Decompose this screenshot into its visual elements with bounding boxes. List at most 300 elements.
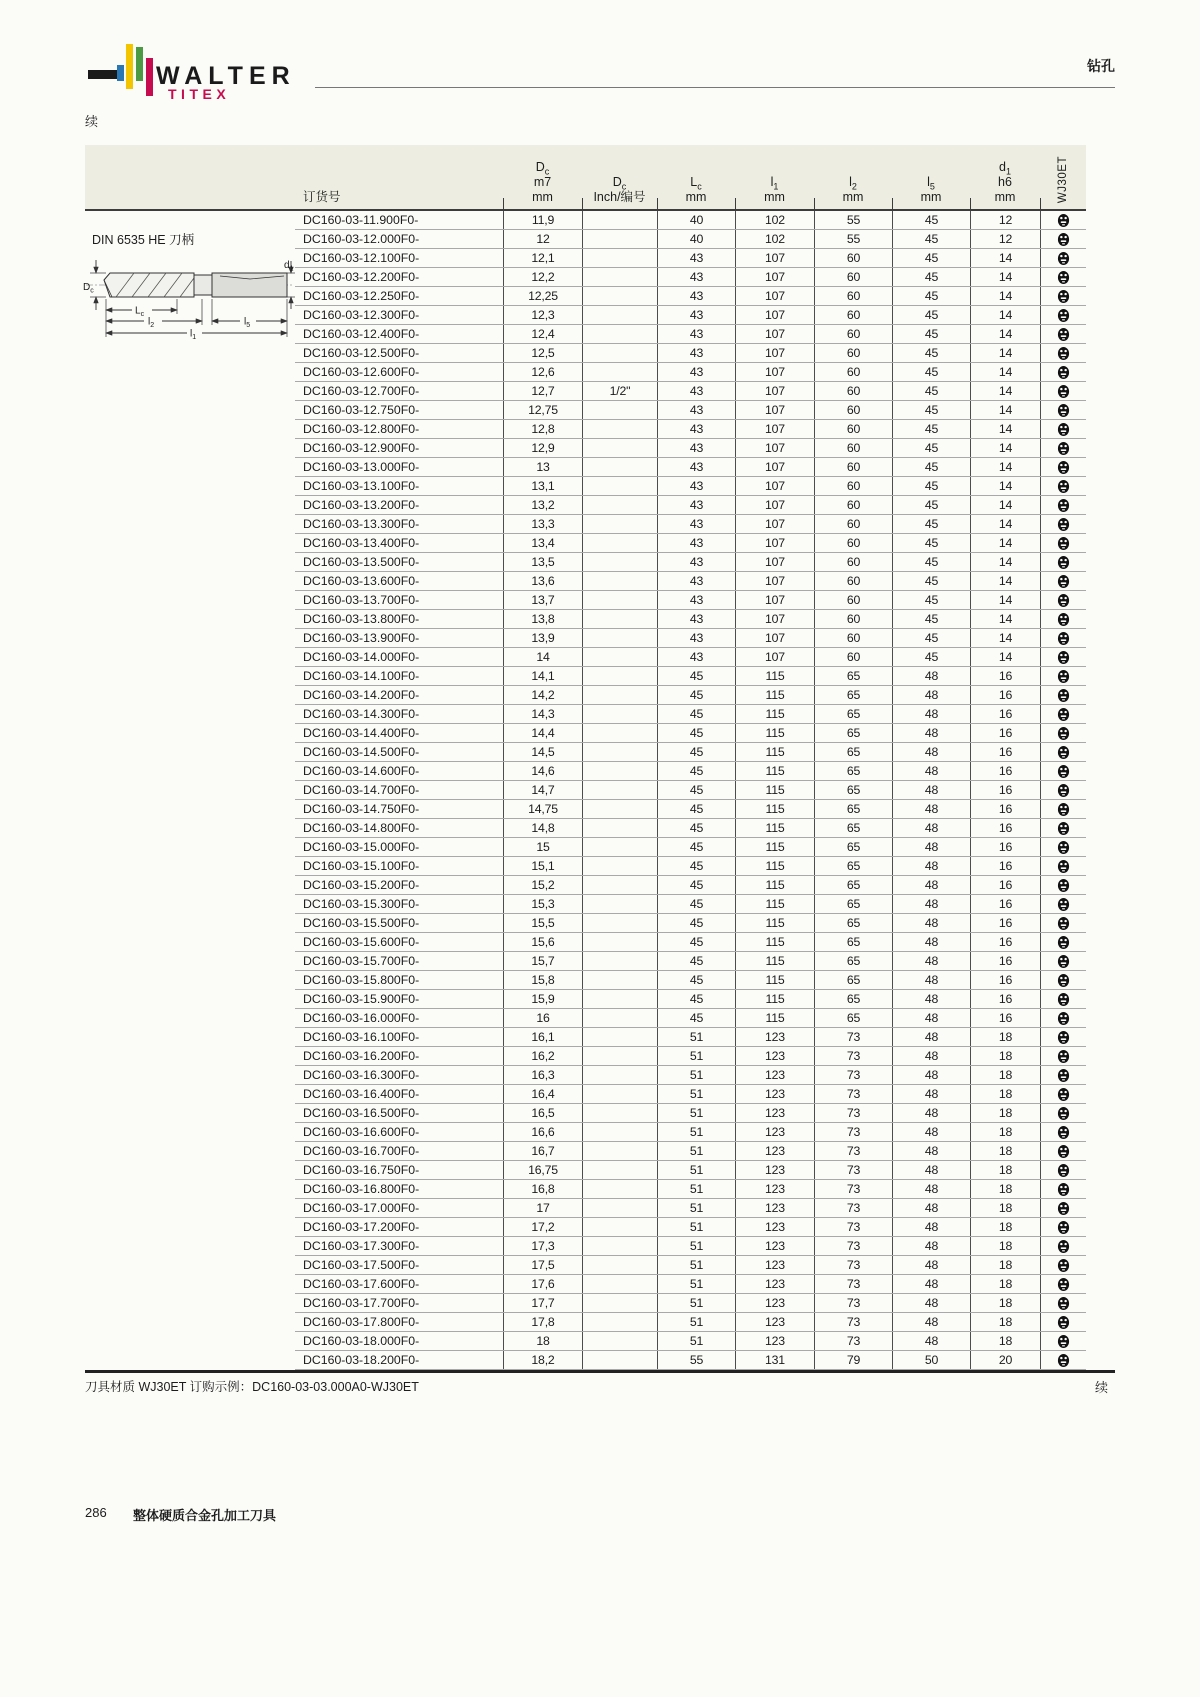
l1-cell: 123 bbox=[735, 1123, 814, 1141]
grade-cell bbox=[1040, 914, 1086, 932]
l1-cell: 115 bbox=[735, 857, 814, 875]
table-row bbox=[295, 268, 1086, 287]
dc-mm-cell: 11,9 bbox=[503, 211, 582, 229]
coating-grade-icon bbox=[1057, 916, 1070, 931]
d1-cell: 18 bbox=[970, 1028, 1040, 1046]
grade-cell bbox=[1040, 439, 1086, 457]
l5-cell: 45 bbox=[892, 534, 970, 552]
table-row bbox=[295, 249, 1086, 268]
order-number-cell: DC160-03-15.200F0- bbox=[303, 878, 420, 892]
coating-grade-icon bbox=[1057, 650, 1070, 665]
grade-cell bbox=[1040, 1047, 1086, 1065]
table-row bbox=[295, 1180, 1086, 1199]
order-table-body bbox=[295, 211, 1086, 1370]
l5-cell: 48 bbox=[892, 705, 970, 723]
table-row bbox=[295, 1142, 1086, 1161]
order-number-cell: DC160-03-15.000F0- bbox=[303, 840, 420, 854]
dc-mm-cell: 15,1 bbox=[503, 857, 582, 875]
grade-cell bbox=[1040, 743, 1086, 761]
l1-cell: 123 bbox=[735, 1161, 814, 1179]
l2-cell: 65 bbox=[814, 724, 892, 742]
order-number-cell: DC160-03-15.600F0- bbox=[303, 935, 420, 949]
l2-cell: 65 bbox=[814, 743, 892, 761]
l5-cell: 45 bbox=[892, 363, 970, 381]
l1-cell: 115 bbox=[735, 743, 814, 761]
dc-inch-cell bbox=[582, 1199, 657, 1217]
drill-dimension-diagram bbox=[82, 247, 297, 342]
dc-mm-cell: 17,3 bbox=[503, 1237, 582, 1255]
l1-cell: 123 bbox=[735, 1066, 814, 1084]
grade-cell bbox=[1040, 610, 1086, 628]
l2-cell: 73 bbox=[814, 1028, 892, 1046]
lc-cell: 40 bbox=[657, 230, 735, 248]
l2-cell: 79 bbox=[814, 1351, 892, 1369]
dc-inch-cell bbox=[582, 648, 657, 666]
table-row bbox=[295, 572, 1086, 591]
l5-cell: 48 bbox=[892, 781, 970, 799]
grade-cell bbox=[1040, 1085, 1086, 1103]
grade-cell bbox=[1040, 230, 1086, 248]
l1-cell: 115 bbox=[735, 667, 814, 685]
lc-cell: 45 bbox=[657, 857, 735, 875]
table-row bbox=[295, 1066, 1086, 1085]
lc-cell: 43 bbox=[657, 249, 735, 267]
grade-cell bbox=[1040, 249, 1086, 267]
dc-mm-cell: 14,75 bbox=[503, 800, 582, 818]
grade-cell bbox=[1040, 1294, 1086, 1312]
d1-cell: 14 bbox=[970, 249, 1040, 267]
l1-cell: 115 bbox=[735, 705, 814, 723]
table-row bbox=[295, 1275, 1086, 1294]
d1-cell: 14 bbox=[970, 325, 1040, 343]
dc-mm-cell: 16,1 bbox=[503, 1028, 582, 1046]
table-bottom-rule bbox=[85, 1370, 1115, 1373]
l2-cell: 65 bbox=[814, 781, 892, 799]
column-header-l5 bbox=[892, 145, 970, 209]
dc-mm-cell: 13,6 bbox=[503, 572, 582, 590]
grade-cell bbox=[1040, 534, 1086, 552]
table-row bbox=[295, 876, 1086, 895]
coating-grade-icon bbox=[1057, 1125, 1070, 1140]
dc-inch-cell bbox=[582, 1104, 657, 1122]
ordering-example-note: 刀具材质 WJ30ET 订购示例：DC160-03-03.000A0-WJ30ET bbox=[85, 1380, 419, 1394]
d1-cell: 18 bbox=[970, 1294, 1040, 1312]
table-row bbox=[295, 952, 1086, 971]
l2-cell: 60 bbox=[814, 363, 892, 381]
d1-cell: 14 bbox=[970, 610, 1040, 628]
coating-grade-icon bbox=[1057, 821, 1070, 836]
l2-cell: 73 bbox=[814, 1066, 892, 1084]
dc-inch-symbol: $D_c$ bbox=[612, 175, 627, 192]
dc-inch-cell bbox=[582, 1332, 657, 1350]
l1-cell: 115 bbox=[735, 1009, 814, 1027]
coating-grade-icon bbox=[1057, 764, 1070, 779]
dc-inch-cell bbox=[582, 933, 657, 951]
dc-inch-cell bbox=[582, 439, 657, 457]
dc-inch-cell bbox=[582, 287, 657, 305]
grade-cell bbox=[1040, 952, 1086, 970]
header-rule bbox=[315, 87, 1115, 88]
column-header-dc-inch bbox=[582, 145, 657, 209]
order-number-cell: DC160-03-16.800F0- bbox=[303, 1182, 420, 1196]
coating-grade-icon bbox=[1057, 403, 1070, 418]
grade-cell bbox=[1040, 762, 1086, 780]
column-header-dc-mm bbox=[503, 145, 582, 209]
order-number-cell: DC160-03-14.750F0- bbox=[303, 802, 420, 816]
table-row bbox=[295, 1009, 1086, 1028]
grade-cell bbox=[1040, 933, 1086, 951]
l1-cell: 107 bbox=[735, 344, 814, 362]
l1-cell: 107 bbox=[735, 401, 814, 419]
d1-cell: 16 bbox=[970, 800, 1040, 818]
dc-dim-label: $D_c$ bbox=[83, 282, 94, 295]
d1-cell: 16 bbox=[970, 952, 1040, 970]
table-row bbox=[295, 838, 1086, 857]
lc-cell: 51 bbox=[657, 1332, 735, 1350]
dc-inch-cell bbox=[582, 230, 657, 248]
dc-inch-cell bbox=[582, 306, 657, 324]
coating-grade-icon bbox=[1057, 574, 1070, 589]
l1-unit: mm bbox=[764, 190, 785, 204]
d1-cell: 18 bbox=[970, 1313, 1040, 1331]
table-row bbox=[295, 648, 1086, 667]
table-row bbox=[295, 1237, 1086, 1256]
dc-inch-cell bbox=[582, 743, 657, 761]
grade-cell bbox=[1040, 629, 1086, 647]
table-row bbox=[295, 325, 1086, 344]
l5-cell: 48 bbox=[892, 1256, 970, 1274]
coating-grade-icon bbox=[1057, 327, 1070, 342]
grade-cell bbox=[1040, 306, 1086, 324]
column-header-lc bbox=[657, 145, 735, 209]
dc-inch-cell bbox=[582, 534, 657, 552]
l1-cell: 123 bbox=[735, 1237, 814, 1255]
order-number-cell: DC160-03-15.800F0- bbox=[303, 973, 420, 987]
d1-cell: 14 bbox=[970, 515, 1040, 533]
order-number-cell: DC160-03-12.200F0- bbox=[303, 270, 420, 284]
dc-inch-cell bbox=[582, 344, 657, 362]
dc-inch-cell bbox=[582, 952, 657, 970]
d1-cell: 18 bbox=[970, 1142, 1040, 1160]
l2-unit: mm bbox=[842, 190, 864, 204]
coating-grade-icon bbox=[1057, 1182, 1070, 1197]
table-row bbox=[295, 971, 1086, 990]
d1-cell: 16 bbox=[970, 1009, 1040, 1027]
dc-inch-cell bbox=[582, 1066, 657, 1084]
lc-cell: 43 bbox=[657, 515, 735, 533]
dc-inch-cell bbox=[582, 458, 657, 476]
table-row bbox=[295, 686, 1086, 705]
lc-cell: 51 bbox=[657, 1085, 735, 1103]
l2-cell: 60 bbox=[814, 287, 892, 305]
lc-cell: 43 bbox=[657, 344, 735, 362]
dc-mm-cell: 18,2 bbox=[503, 1351, 582, 1369]
lc-cell: 51 bbox=[657, 1104, 735, 1122]
d1-cell: 14 bbox=[970, 553, 1040, 571]
l1-cell: 115 bbox=[735, 781, 814, 799]
dc-inch-cell bbox=[582, 800, 657, 818]
grade-cell bbox=[1040, 1332, 1086, 1350]
l2-cell: 65 bbox=[814, 1009, 892, 1027]
section-label-drilling: 钻孔 bbox=[1087, 58, 1115, 74]
coating-grade-icon bbox=[1057, 973, 1070, 988]
lc-cell: 43 bbox=[657, 382, 735, 400]
dc-mm-cell: 12,9 bbox=[503, 439, 582, 457]
dc-inch-cell bbox=[582, 1047, 657, 1065]
lc-cell: 43 bbox=[657, 572, 735, 590]
l5-cell: 45 bbox=[892, 572, 970, 590]
l1-cell: 107 bbox=[735, 306, 814, 324]
d1-unit: mm bbox=[994, 190, 1016, 204]
order-number-cell: DC160-03-12.100F0- bbox=[303, 251, 420, 265]
lc-cell: 45 bbox=[657, 876, 735, 894]
lc-cell: 45 bbox=[657, 762, 735, 780]
dc-inch-cell bbox=[582, 572, 657, 590]
coating-grade-icon bbox=[1057, 1220, 1070, 1235]
dc-mm-cell: 13,8 bbox=[503, 610, 582, 628]
logo-brand-text: WALTER bbox=[156, 62, 296, 90]
d1-cell: 16 bbox=[970, 838, 1040, 856]
order-number-cell: DC160-03-14.700F0- bbox=[303, 783, 420, 797]
table-row bbox=[295, 458, 1086, 477]
order-number-cell: DC160-03-18.000F0- bbox=[303, 1334, 420, 1348]
coating-grade-icon bbox=[1057, 1239, 1070, 1254]
d1-cell: 16 bbox=[970, 933, 1040, 951]
d1-cell: 18 bbox=[970, 1275, 1040, 1293]
l2-cell: 65 bbox=[814, 762, 892, 780]
order-number-cell: DC160-03-16.300F0- bbox=[303, 1068, 420, 1082]
table-row bbox=[295, 743, 1086, 762]
coating-grade-icon bbox=[1057, 422, 1070, 437]
d1-cell: 14 bbox=[970, 363, 1040, 381]
order-number-cell: DC160-03-17.000F0- bbox=[303, 1201, 420, 1215]
lc-cell: 45 bbox=[657, 819, 735, 837]
table-row bbox=[295, 230, 1086, 249]
dc-mm-cell: 16 bbox=[503, 1009, 582, 1027]
grade-cell bbox=[1040, 857, 1086, 875]
l2-cell: 60 bbox=[814, 420, 892, 438]
lc-cell: 51 bbox=[657, 1218, 735, 1236]
order-number-cell: DC160-03-12.000F0- bbox=[303, 232, 420, 246]
grade-cell bbox=[1040, 1199, 1086, 1217]
d1-cell: 16 bbox=[970, 990, 1040, 1008]
logo-magenta-bar bbox=[146, 58, 153, 96]
d1-cell: 16 bbox=[970, 781, 1040, 799]
dc-mm-cell: 12,1 bbox=[503, 249, 582, 267]
table-row bbox=[295, 477, 1086, 496]
coating-grade-icon bbox=[1057, 1087, 1070, 1102]
d1-cell: 18 bbox=[970, 1218, 1040, 1236]
l2-cell: 60 bbox=[814, 477, 892, 495]
l1-cell: 123 bbox=[735, 1313, 814, 1331]
dc-mm-cell: 15 bbox=[503, 838, 582, 856]
lc-cell: 45 bbox=[657, 743, 735, 761]
dc-inch-cell bbox=[582, 1142, 657, 1160]
page-number: 286 bbox=[85, 1505, 107, 1520]
coating-grade-icon bbox=[1057, 802, 1070, 817]
drill-neck bbox=[194, 275, 212, 295]
d1-cell: 16 bbox=[970, 724, 1040, 742]
table-row bbox=[295, 534, 1086, 553]
l2-cell: 73 bbox=[814, 1142, 892, 1160]
coating-grade-icon bbox=[1057, 365, 1070, 380]
dc-mm-cell: 12,25 bbox=[503, 287, 582, 305]
grade-cell bbox=[1040, 1218, 1086, 1236]
d1-cell: 14 bbox=[970, 344, 1040, 362]
coating-grade-icon bbox=[1057, 1030, 1070, 1045]
grade-cell bbox=[1040, 1104, 1086, 1122]
l5-cell: 48 bbox=[892, 1313, 970, 1331]
lc-cell: 45 bbox=[657, 724, 735, 742]
table-row bbox=[295, 363, 1086, 382]
l2-cell: 65 bbox=[814, 990, 892, 1008]
l2-cell: 60 bbox=[814, 648, 892, 666]
d1-cell: 14 bbox=[970, 572, 1040, 590]
dc-inch-cell bbox=[582, 610, 657, 628]
lc-cell: 51 bbox=[657, 1275, 735, 1293]
dc-inch-cell bbox=[582, 857, 657, 875]
d1-cell: 18 bbox=[970, 1237, 1040, 1255]
coating-grade-icon bbox=[1057, 346, 1070, 361]
coating-grade-icon bbox=[1057, 555, 1070, 570]
table-row bbox=[295, 1313, 1086, 1332]
l5-cell: 45 bbox=[892, 287, 970, 305]
dc-inch-cell bbox=[582, 1237, 657, 1255]
l1-cell: 115 bbox=[735, 724, 814, 742]
l5-cell: 48 bbox=[892, 743, 970, 761]
dc-mm-cell: 15,5 bbox=[503, 914, 582, 932]
dc-mm-cell: 12,6 bbox=[503, 363, 582, 381]
lc-cell: 43 bbox=[657, 591, 735, 609]
table-row bbox=[295, 1199, 1086, 1218]
lc-cell: 45 bbox=[657, 990, 735, 1008]
dc-inch-cell bbox=[582, 762, 657, 780]
coating-grade-icon bbox=[1057, 897, 1070, 912]
lc-cell: 43 bbox=[657, 534, 735, 552]
dc-mm-cell: 16,4 bbox=[503, 1085, 582, 1103]
l2-cell: 60 bbox=[814, 344, 892, 362]
l1-cell: 107 bbox=[735, 363, 814, 381]
coating-grade-icon bbox=[1057, 384, 1070, 399]
coating-grade-icon bbox=[1057, 840, 1070, 855]
dc-inch-cell bbox=[582, 895, 657, 913]
dc-inch-cell bbox=[582, 990, 657, 1008]
order-number-cell: DC160-03-17.200F0- bbox=[303, 1220, 420, 1234]
lc-cell: 43 bbox=[657, 287, 735, 305]
lc-cell: 51 bbox=[657, 1123, 735, 1141]
grade-label: WJ30ET bbox=[1056, 155, 1069, 203]
coating-grade-icon bbox=[1057, 1334, 1070, 1349]
lc-cell: 45 bbox=[657, 971, 735, 989]
l2-cell: 65 bbox=[814, 857, 892, 875]
l5-cell: 48 bbox=[892, 1009, 970, 1027]
lc-cell: 51 bbox=[657, 1180, 735, 1198]
l1-cell: 107 bbox=[735, 268, 814, 286]
table-row bbox=[295, 515, 1086, 534]
l5-cell: 48 bbox=[892, 914, 970, 932]
l5-cell: 48 bbox=[892, 762, 970, 780]
grade-cell bbox=[1040, 1161, 1086, 1179]
l2-cell: 65 bbox=[814, 667, 892, 685]
grade-cell bbox=[1040, 686, 1086, 704]
order-number-cell: DC160-03-15.700F0- bbox=[303, 954, 420, 968]
l5-cell: 48 bbox=[892, 1085, 970, 1103]
l5-cell: 48 bbox=[892, 667, 970, 685]
grade-cell bbox=[1040, 1066, 1086, 1084]
l5-cell: 48 bbox=[892, 1237, 970, 1255]
table-row bbox=[295, 800, 1086, 819]
lc-cell: 45 bbox=[657, 838, 735, 856]
order-number-cell: DC160-03-12.750F0- bbox=[303, 403, 420, 417]
dc-inch-cell bbox=[582, 1180, 657, 1198]
dc-mm-cell: 15,8 bbox=[503, 971, 582, 989]
grade-cell bbox=[1040, 287, 1086, 305]
l2-cell: 60 bbox=[814, 591, 892, 609]
dc-inch-cell bbox=[582, 838, 657, 856]
l1-cell: 123 bbox=[735, 1199, 814, 1217]
d1-cell: 18 bbox=[970, 1180, 1040, 1198]
dc-mm-cell: 15,2 bbox=[503, 876, 582, 894]
coating-grade-icon bbox=[1057, 878, 1070, 893]
order-number-cell: DC160-03-13.700F0- bbox=[303, 593, 420, 607]
coating-grade-icon bbox=[1057, 1068, 1070, 1083]
dc-mm-cell: 13,5 bbox=[503, 553, 582, 571]
table-row bbox=[295, 1123, 1086, 1142]
lc-cell: 45 bbox=[657, 895, 735, 913]
grade-cell bbox=[1040, 458, 1086, 476]
lc-symbol: $L_c$ bbox=[690, 175, 702, 192]
l5-cell: 48 bbox=[892, 1142, 970, 1160]
table-row bbox=[295, 211, 1086, 230]
l1-cell: 123 bbox=[735, 1142, 814, 1160]
l5-symbol: $l_5$ bbox=[927, 175, 935, 192]
grade-cell bbox=[1040, 572, 1086, 590]
l2-cell: 60 bbox=[814, 458, 892, 476]
table-row bbox=[295, 591, 1086, 610]
lc-cell: 45 bbox=[657, 667, 735, 685]
d1-cell: 16 bbox=[970, 743, 1040, 761]
logo-dash-bar bbox=[88, 70, 118, 79]
table-row bbox=[295, 629, 1086, 648]
l2-dim-label: $l_2$ bbox=[148, 316, 155, 329]
grade-cell bbox=[1040, 420, 1086, 438]
lc-dim-label: $L_c$ bbox=[135, 305, 145, 318]
l5-cell: 48 bbox=[892, 971, 970, 989]
d1-cell: 12 bbox=[970, 211, 1040, 229]
l2-cell: 60 bbox=[814, 401, 892, 419]
lc-cell: 43 bbox=[657, 401, 735, 419]
order-number-cell: DC160-03-15.100F0- bbox=[303, 859, 420, 873]
d1-cell: 14 bbox=[970, 420, 1040, 438]
coating-grade-icon bbox=[1057, 631, 1070, 646]
d1-cell: 20 bbox=[970, 1351, 1040, 1369]
table-row bbox=[295, 819, 1086, 838]
dc-mm-cell: 17,8 bbox=[503, 1313, 582, 1331]
l1-cell: 107 bbox=[735, 572, 814, 590]
coating-grade-icon bbox=[1057, 688, 1070, 703]
dc-inch-cell bbox=[582, 1123, 657, 1141]
dc-mm-cell: 14,7 bbox=[503, 781, 582, 799]
coating-grade-icon bbox=[1057, 1049, 1070, 1064]
d1-cell: 14 bbox=[970, 477, 1040, 495]
dc-mm-cell: 13,3 bbox=[503, 515, 582, 533]
l2-cell: 65 bbox=[814, 914, 892, 932]
order-number-cell: DC160-03-12.250F0- bbox=[303, 289, 420, 303]
table-row bbox=[295, 724, 1086, 743]
coating-grade-icon bbox=[1057, 1201, 1070, 1216]
coating-grade-icon bbox=[1057, 954, 1070, 969]
lc-cell: 45 bbox=[657, 800, 735, 818]
